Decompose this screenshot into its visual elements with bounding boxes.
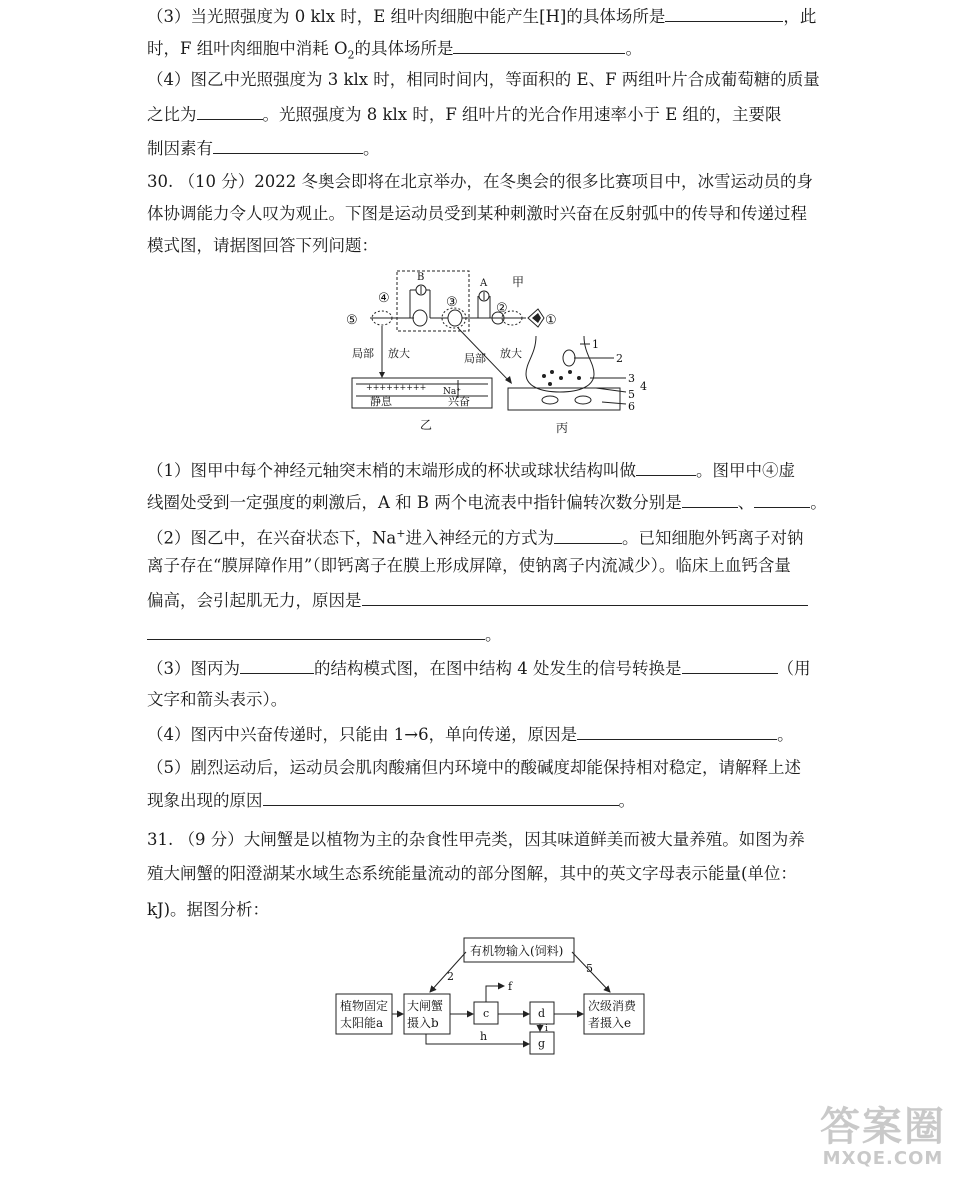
mitochondrion xyxy=(542,396,558,404)
consumer-label-1: 次级消费 xyxy=(588,999,637,1013)
label-na: Na⁺ xyxy=(443,387,461,397)
label-n6: 6 xyxy=(628,400,635,413)
answer-blank[interactable] xyxy=(554,526,622,544)
watermark-url: MXQE.COM xyxy=(822,1148,944,1169)
arrow-b-to-g xyxy=(426,1034,529,1044)
label-yi: 乙 xyxy=(420,418,433,432)
crab-label-1: 大闸蟹 xyxy=(407,999,444,1013)
q29-part3-line1: （3）当光照强度为 0 klx 时，E 组叶肉细胞中能产生[H]的具体场所是 ，此 xyxy=(147,4,816,29)
q30-intro-line1: 30. （10 分）2022 冬奥会即将在北京举办，在冬奥会的很多比赛项目中，冰雪运动员的身 xyxy=(147,172,813,191)
q30-part1-line2: 线圈处受到一定强度的刺激后，A 和 B 两个电流表中指针偏转次数分别是 、 。 xyxy=(147,490,827,515)
q29-part4-line3: 制因素有 。 xyxy=(147,136,380,161)
reflex-arc-figure xyxy=(340,266,660,438)
answer-blank[interactable] xyxy=(240,656,314,674)
dashed-box-b xyxy=(397,271,469,331)
plant-label-1: 植物固定 xyxy=(340,999,389,1013)
label-num-2: 2 xyxy=(447,970,454,983)
consumer-label-2: 者摄入e xyxy=(588,1016,632,1030)
energy-flow-figure xyxy=(334,934,664,1064)
label-xingfen: 兴奋 xyxy=(448,395,470,408)
vesicle xyxy=(577,376,581,380)
label-n4: 4 xyxy=(640,380,647,393)
q31-intro-line1: 31. （9 分）大闸蟹是以植物为主的杂食性甲壳类，因其味道鲜美而被大量养殖。如图为养 xyxy=(147,830,805,849)
q30-part2-line3: 偏高，会引起肌无力，原因是 xyxy=(147,588,808,613)
answer-blank[interactable] xyxy=(754,490,810,508)
answer-blank[interactable] xyxy=(577,722,777,740)
crab-label-2: 摄入b xyxy=(407,1016,439,1030)
q29-part3-line2: 时，F 组叶肉细胞中消耗 $O_2$的具体场所是 。 xyxy=(147,36,642,67)
label-d: d xyxy=(538,1007,546,1020)
label-b: B xyxy=(417,272,425,283)
label-jubu-1: 局部 xyxy=(352,347,374,360)
answer-blank[interactable] xyxy=(453,36,625,54)
q30-part3-line1: （3）图丙为 的结构模式图，在图中结构 4 处发生的信号转换是 （用 xyxy=(147,656,811,681)
label-fangda-2: 放大 xyxy=(500,347,522,360)
q30-intro-line2: 体协调能力令人叹为观止。下图是运动员受到某种刺激时兴奋在反射弧中的传导和传递过程 xyxy=(147,204,807,223)
q30-part4-line: （4）图丙中兴奋传递时，只能由 1→6，单向传递，原因是 。 xyxy=(147,722,794,747)
plant-label-2: 太阳能a xyxy=(340,1016,384,1030)
q30-part2-line2: 离子存在“膜屏障作用”（即钙离子在膜上形成屏障，使钠离子内流减少）。临床上血钙含量 xyxy=(147,556,791,575)
postsynaptic-membrane xyxy=(508,388,620,410)
label-a: A xyxy=(480,278,488,289)
vesicle xyxy=(568,370,572,374)
answer-blank[interactable] xyxy=(682,656,778,674)
q30-part2-line4: 。 xyxy=(147,622,502,647)
label-num-5: 5 xyxy=(586,962,593,975)
circled-1: ① xyxy=(545,313,557,328)
label-n5: 5 xyxy=(628,388,635,401)
q29-part4-line2: 之比为 。光照强度为 8 klx 时，F 组叶片的光合作用速率小于 E 组的，主要限 xyxy=(147,102,782,127)
label-f: f xyxy=(508,980,513,993)
vesicle xyxy=(542,374,546,378)
q30-part5-line2: 现象出现的原因 。 xyxy=(147,788,635,813)
label-n1: 1 xyxy=(592,338,599,351)
answer-blank[interactable] xyxy=(636,458,696,476)
answer-blank[interactable] xyxy=(147,622,485,640)
watermark-text: 答案圈 xyxy=(820,1104,946,1150)
label-fangda-1: 放大 xyxy=(388,347,410,360)
answer-blank[interactable] xyxy=(213,136,363,154)
q31-intro-line3: kJ)。据图分析： xyxy=(147,900,270,919)
circled-5: ⑤ xyxy=(346,313,358,328)
q29-part4-line1: （4）图乙中光照强度为 3 klx 时，相同时间内，等面积的 E、F 两组叶片合成葡萄糖的质量 xyxy=(147,70,820,89)
label-jingxi: 静息 xyxy=(370,395,392,408)
vesicle xyxy=(550,370,554,374)
q30-part1-line1: （1）图甲中每个神经元轴突末梢的末端形成的杯状或球状结构叫做 。图甲中④虚 xyxy=(147,458,795,483)
label-h: h xyxy=(480,1030,488,1043)
mitochondrion xyxy=(575,396,591,404)
vesicle xyxy=(548,382,552,386)
receptor-inner xyxy=(532,313,541,323)
arrowhead xyxy=(379,372,385,378)
answer-blank[interactable] xyxy=(197,102,263,120)
q30-intro-line3: 模式图，请据图回答下列问题： xyxy=(147,236,378,255)
label-n2: 2 xyxy=(616,352,623,365)
neuron-body xyxy=(413,310,427,326)
q31-intro-line2: 殖大闸蟹的阳澄湖某水域生态系统能量流动的部分图解，其中的英文字母表示能量(单位： xyxy=(147,864,797,883)
vesicle xyxy=(559,376,563,380)
membrane-charges: +++++++++ xyxy=(366,383,427,392)
label-n3: 3 xyxy=(628,372,635,385)
circled-4: ④ xyxy=(378,291,390,306)
label-bing: 丙 xyxy=(556,421,569,435)
organic-input-label: 有机物输入(饲料) xyxy=(470,944,564,958)
q30-part3-line2: 文字和箭头表示）。 xyxy=(147,690,288,709)
leader-line xyxy=(602,402,626,404)
answer-blank[interactable] xyxy=(362,588,808,606)
circled-2: ② xyxy=(496,301,508,316)
neuron-body xyxy=(448,310,462,326)
watermark-logo xyxy=(820,1106,946,1169)
label-g: g xyxy=(538,1037,546,1050)
leader-line xyxy=(596,388,626,392)
q30-part2-line1: （2）图乙中，在兴奋状态下，Na+进入神经元的方式为 。已知细胞外钙离子对钠 xyxy=(147,527,804,548)
answer-blank[interactable] xyxy=(665,4,783,22)
circled-3: ③ xyxy=(446,295,458,310)
label-jubu-2: 局部 xyxy=(464,352,486,365)
answer-blank[interactable] xyxy=(682,490,738,508)
label-i: i xyxy=(545,1024,548,1034)
mitochondrion xyxy=(563,350,575,366)
label-c: c xyxy=(483,1007,490,1020)
answer-blank[interactable] xyxy=(263,788,619,806)
arrow-c-to-f xyxy=(486,986,504,1002)
label-jia: 甲 xyxy=(512,275,525,289)
q30-part5-line1: （5）剧烈运动后，运动员会肌肉酸痛但内环境中的酸碱度却能保持相对稳定，请解释上述 xyxy=(147,758,801,777)
